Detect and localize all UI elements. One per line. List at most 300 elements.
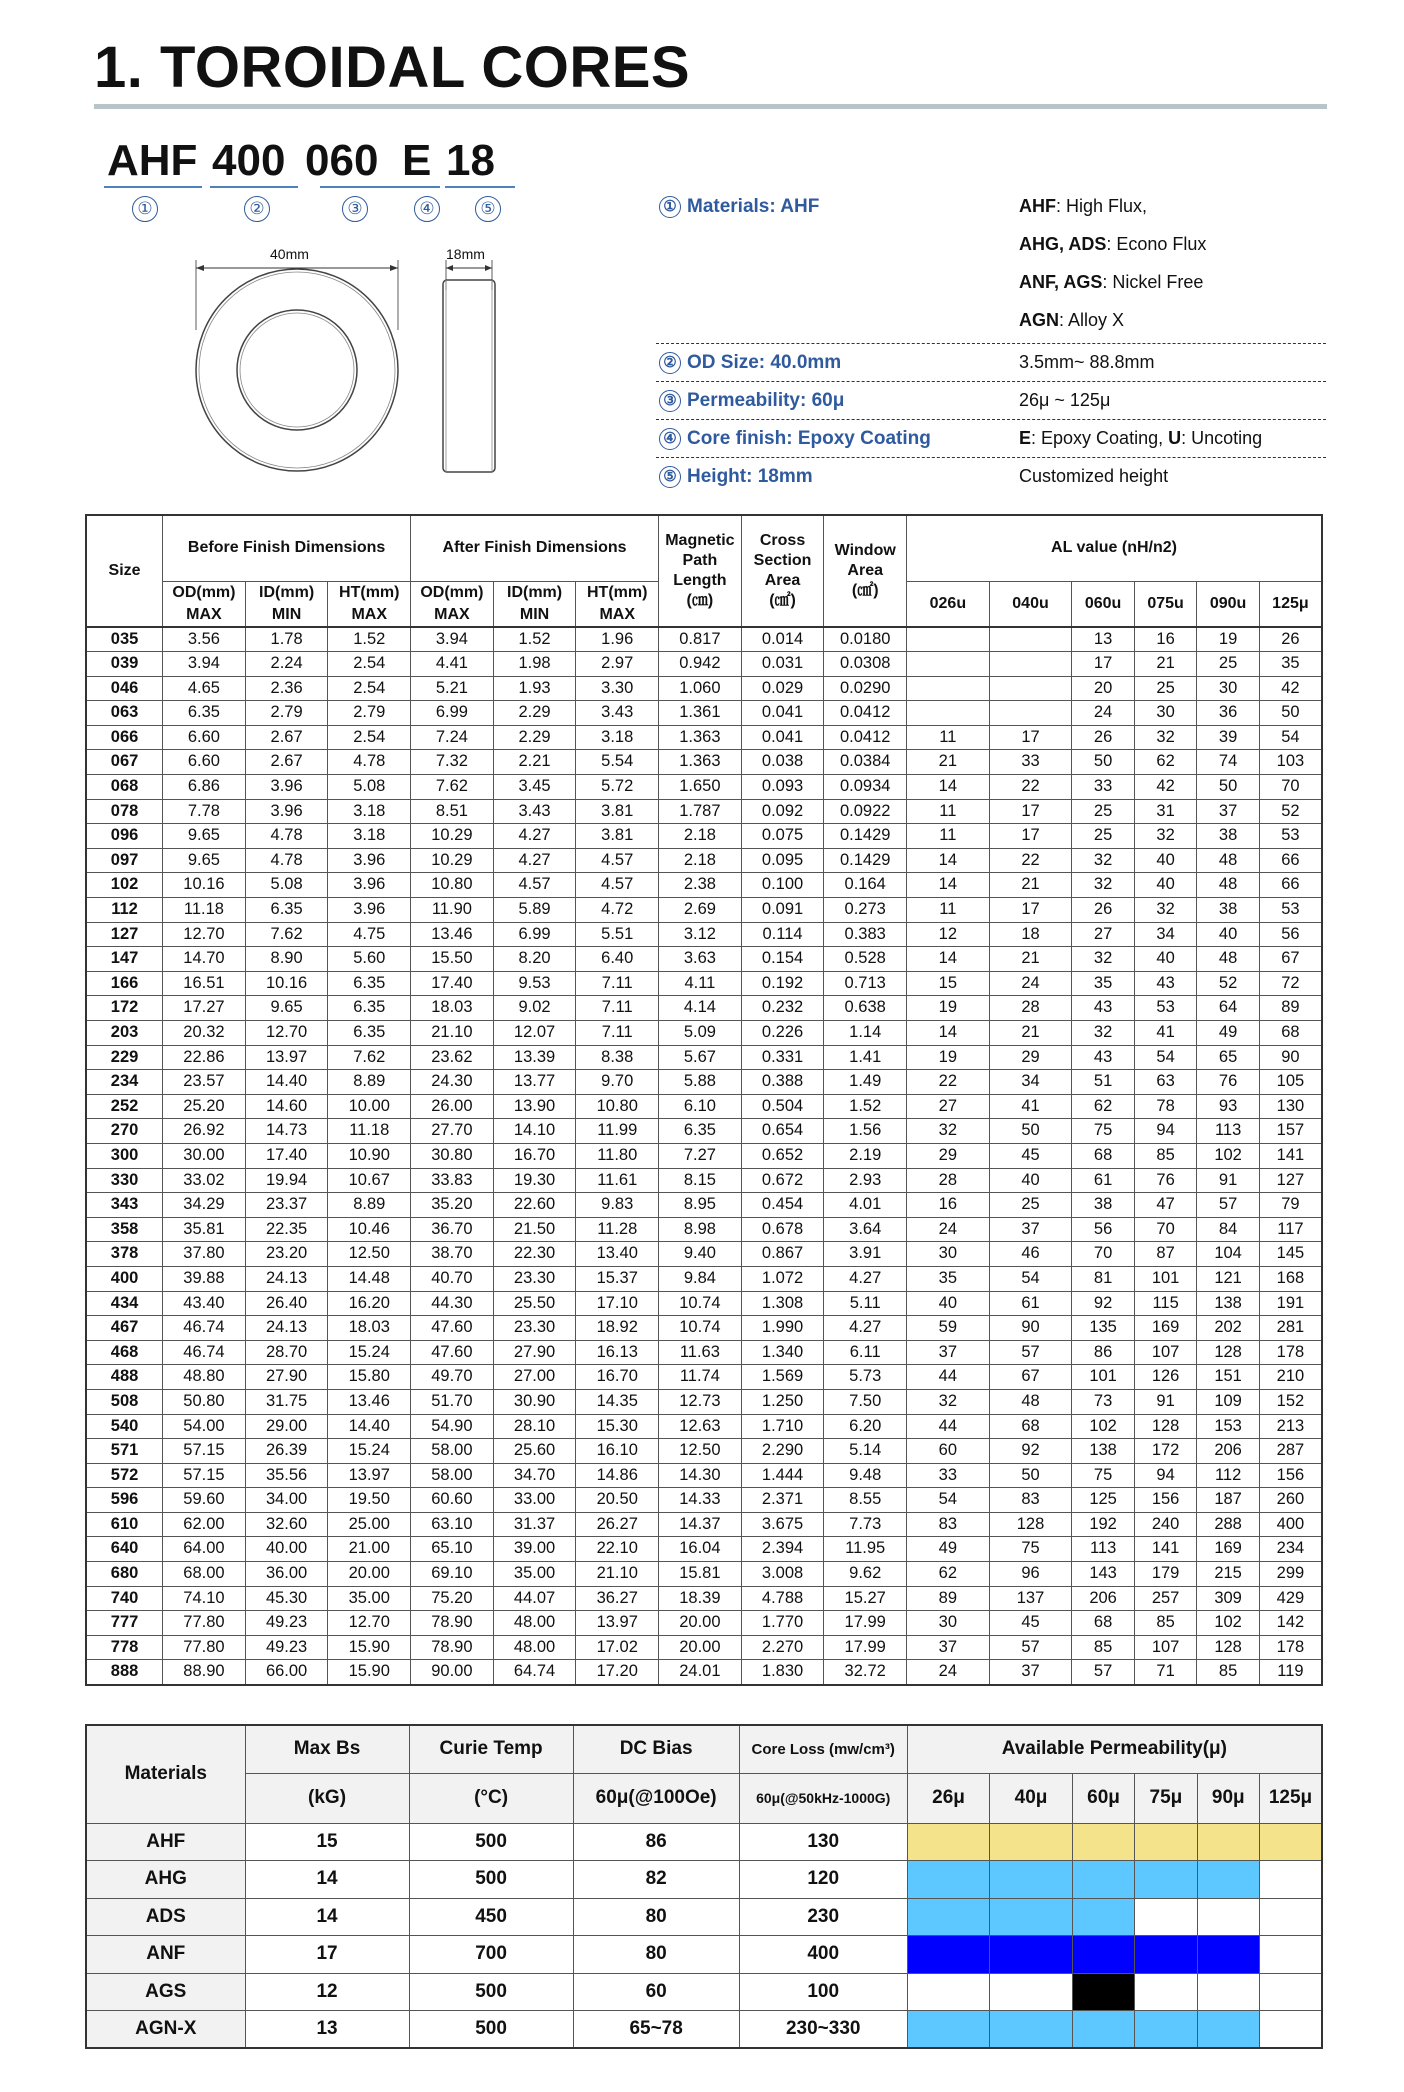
table-cell: 15.27 — [824, 1586, 907, 1611]
table-cell: 90 — [1259, 1045, 1322, 1070]
material-value: 500 — [409, 1861, 573, 1899]
permeability-availability-cell — [1259, 1861, 1322, 1899]
table-cell: 14 — [907, 947, 990, 972]
material-value: 500 — [409, 1823, 573, 1861]
material-value: 86 — [573, 1823, 739, 1861]
table-cell: 215 — [1197, 1562, 1260, 1587]
table-cell: 17.10 — [576, 1291, 659, 1316]
table-cell: 23.62 — [411, 1045, 494, 1070]
size-cell: 172 — [86, 996, 163, 1021]
table-cell: 4.41 — [411, 652, 494, 677]
table-cell: 4.78 — [328, 750, 411, 775]
table-cell: 44.30 — [411, 1291, 494, 1316]
table-cell: 127 — [1259, 1168, 1322, 1193]
table-cell: 78.90 — [411, 1611, 494, 1636]
table-cell: 1.830 — [741, 1660, 824, 1685]
permeability-availability-cell — [1072, 1973, 1134, 2011]
table-cell: 2.24 — [245, 652, 328, 677]
spec-material-ahg: AHG, ADS: Econo Flux — [1019, 234, 1207, 254]
table-cell: 26.40 — [245, 1291, 328, 1316]
table-cell: 31.37 — [493, 1512, 576, 1537]
size-cell: 112 — [86, 898, 163, 923]
size-cell: 468 — [86, 1340, 163, 1365]
table-cell: 3.81 — [576, 824, 659, 849]
table-cell: 1.363 — [659, 750, 742, 775]
table-cell: 240 — [1134, 1512, 1197, 1537]
table-cell: 16.70 — [576, 1365, 659, 1390]
size-cell: 400 — [86, 1266, 163, 1291]
spec-material-anf: ANF, AGS: Nickel Free — [1019, 272, 1204, 292]
table-cell: 68 — [989, 1414, 1072, 1439]
table-cell: 36 — [1197, 701, 1260, 726]
table-cell: 17 — [1072, 652, 1135, 677]
table-cell: 37 — [1197, 799, 1260, 824]
permeability-availability-cell — [1197, 1973, 1259, 2011]
table-cell: 25 — [1197, 652, 1260, 677]
permeability-availability-cell — [990, 1936, 1073, 1974]
unit-core-loss: 60μ(@50kHz-1000G) — [739, 1773, 907, 1823]
table-cell: 33.00 — [493, 1488, 576, 1513]
permeability-availability-cell — [990, 2011, 1073, 2049]
table-cell: 40.70 — [411, 1266, 494, 1291]
header-dim-col: HT(mm) MAX — [328, 581, 411, 627]
header-dc-bias: DC Bias — [573, 1725, 739, 1773]
table-cell: 12 — [907, 922, 990, 947]
material-value: 230 — [739, 1898, 907, 1936]
table-cell: 15.24 — [328, 1340, 411, 1365]
table-cell: 22.86 — [163, 1045, 246, 1070]
size-cell: 096 — [86, 824, 163, 849]
header-perm-col: 26μ — [907, 1773, 990, 1823]
table-cell: 9.83 — [576, 1193, 659, 1218]
table-cell: 4.788 — [741, 1586, 824, 1611]
table-cell: 17.99 — [824, 1611, 907, 1636]
table-cell: 4.27 — [493, 824, 576, 849]
table-cell — [989, 676, 1072, 701]
table-cell: 7.11 — [576, 1021, 659, 1046]
table-row — [86, 1389, 1322, 1414]
table-cell: 27.00 — [493, 1365, 576, 1390]
material-value: 700 — [409, 1936, 573, 1974]
permeability-availability-cell — [1197, 1898, 1259, 1936]
size-cell: 434 — [86, 1291, 163, 1316]
table-cell: 400 — [1259, 1512, 1322, 1537]
table-cell: 23.30 — [493, 1316, 576, 1341]
header-size: Size — [86, 515, 163, 627]
table-cell: 48.00 — [493, 1611, 576, 1636]
table-cell: 19 — [1197, 627, 1260, 652]
table-row — [86, 824, 1322, 849]
table-cell: 8.51 — [411, 799, 494, 824]
table-cell: 54.90 — [411, 1414, 494, 1439]
table-cell: 7.27 — [659, 1143, 742, 1168]
table-cell: 6.35 — [659, 1119, 742, 1144]
table-cell: 9.53 — [493, 971, 576, 996]
table-cell: 102 — [1197, 1143, 1260, 1168]
table-cell: 4.27 — [824, 1316, 907, 1341]
table-row — [86, 1266, 1322, 1291]
table-cell: 43 — [1134, 971, 1197, 996]
size-cell: 068 — [86, 775, 163, 800]
table-cell: 2.67 — [245, 750, 328, 775]
table-cell: 54 — [907, 1488, 990, 1513]
marker-2: ② — [244, 196, 270, 222]
header-perm-col: 40μ — [990, 1773, 1073, 1823]
table-cell: 4.78 — [245, 824, 328, 849]
table-row — [86, 1586, 1322, 1611]
table-cell: 0.672 — [741, 1168, 824, 1193]
table-cell: 0.1429 — [824, 824, 907, 849]
table-cell: 47 — [1134, 1193, 1197, 1218]
table-cell: 128 — [1134, 1414, 1197, 1439]
table-cell: 0.114 — [741, 922, 824, 947]
size-cell: 488 — [86, 1365, 163, 1390]
size-cell: 203 — [86, 1021, 163, 1046]
table-cell: 3.675 — [741, 1512, 824, 1537]
table-cell: 64.74 — [493, 1660, 576, 1685]
permeability-availability-cell — [1197, 1861, 1259, 1899]
table-cell: 74.10 — [163, 1586, 246, 1611]
table-cell: 429 — [1259, 1586, 1322, 1611]
table-cell: 39.00 — [493, 1537, 576, 1562]
table-cell: 22.10 — [576, 1537, 659, 1562]
material-value: 82 — [573, 1861, 739, 1899]
table-cell: 44.07 — [493, 1586, 576, 1611]
code-underline — [320, 186, 400, 188]
table-row — [86, 1045, 1322, 1070]
table-cell: 281 — [1259, 1316, 1322, 1341]
table-cell: 17.40 — [411, 971, 494, 996]
table-cell: 10.90 — [328, 1143, 411, 1168]
table-cell: 9.48 — [824, 1463, 907, 1488]
table-cell: 16.04 — [659, 1537, 742, 1562]
material-value: 230~330 — [739, 2011, 907, 2049]
table-cell: 5.73 — [824, 1365, 907, 1390]
size-cell: 166 — [86, 971, 163, 996]
table-cell: 142 — [1259, 1611, 1322, 1636]
table-cell: 2.290 — [741, 1439, 824, 1464]
table-cell: 10.00 — [328, 1094, 411, 1119]
table-cell: 5.54 — [576, 750, 659, 775]
size-cell: 035 — [86, 627, 163, 652]
table-cell: 16 — [1134, 627, 1197, 652]
table-cell: 17 — [989, 725, 1072, 750]
table-cell — [907, 701, 990, 726]
table-cell: 16.20 — [328, 1291, 411, 1316]
table-cell: 17.27 — [163, 996, 246, 1021]
table-cell: 7.24 — [411, 725, 494, 750]
spec-permeability: ③ Permeability: 60μ 26μ ~ 125μ — [656, 382, 1326, 420]
table-cell: 141 — [1259, 1143, 1322, 1168]
table-cell: 1.770 — [741, 1611, 824, 1636]
table-cell: 1.78 — [245, 627, 328, 652]
table-cell: 3.45 — [493, 775, 576, 800]
table-cell: 11.95 — [824, 1537, 907, 1562]
table-row — [86, 898, 1322, 923]
table-cell: 32.60 — [245, 1512, 328, 1537]
table-cell: 107 — [1134, 1635, 1197, 1660]
table-cell: 15.90 — [328, 1660, 411, 1685]
table-cell: 24 — [989, 971, 1072, 996]
table-cell: 35 — [1259, 652, 1322, 677]
table-cell: 2.18 — [659, 848, 742, 873]
table-cell: 76 — [1134, 1168, 1197, 1193]
table-cell: 13 — [1072, 627, 1135, 652]
size-cell: 888 — [86, 1660, 163, 1685]
table-cell: 94 — [1134, 1119, 1197, 1144]
material-row — [86, 1936, 1322, 1974]
od-dimension-label: 40mm — [270, 246, 309, 262]
table-cell: 6.10 — [659, 1094, 742, 1119]
table-cell: 90.00 — [411, 1660, 494, 1685]
table-cell: 11 — [907, 725, 990, 750]
table-cell: 169 — [1134, 1316, 1197, 1341]
material-value: 500 — [409, 2011, 573, 2049]
size-cell: 777 — [86, 1611, 163, 1636]
table-cell: 73 — [1072, 1389, 1135, 1414]
table-cell: 0.029 — [741, 676, 824, 701]
table-cell: 20.32 — [163, 1021, 246, 1046]
table-cell: 58.00 — [411, 1463, 494, 1488]
table-cell: 14 — [907, 873, 990, 898]
material-row — [86, 1898, 1322, 1936]
table-cell: 13.97 — [328, 1463, 411, 1488]
size-table-body — [86, 627, 1322, 1686]
table-cell: 83 — [907, 1512, 990, 1537]
table-cell: 30.80 — [411, 1143, 494, 1168]
size-cell: 467 — [86, 1316, 163, 1341]
size-cell: 234 — [86, 1070, 163, 1095]
table-cell: 156 — [1134, 1488, 1197, 1513]
table-cell: 0.093 — [741, 775, 824, 800]
table-cell: 206 — [1197, 1439, 1260, 1464]
table-cell: 51.70 — [411, 1389, 494, 1414]
page-title: 1. TOROIDAL CORES — [94, 35, 691, 100]
table-cell: 35.00 — [493, 1562, 576, 1587]
table-cell: 36.70 — [411, 1217, 494, 1242]
table-cell: 9.65 — [163, 848, 246, 873]
toroid-drawing — [180, 250, 520, 490]
table-cell: 50 — [989, 1463, 1072, 1488]
table-cell: 0.232 — [741, 996, 824, 1021]
table-cell: 2.69 — [659, 898, 742, 923]
table-cell: 4.11 — [659, 971, 742, 996]
table-cell: 7.62 — [328, 1045, 411, 1070]
table-cell: 94 — [1134, 1463, 1197, 1488]
table-cell: 25 — [1072, 824, 1135, 849]
size-cell: 540 — [86, 1414, 163, 1439]
table-cell: 40 — [1134, 848, 1197, 873]
table-cell: 57 — [989, 1340, 1072, 1365]
table-row — [86, 775, 1322, 800]
table-cell: 22 — [989, 848, 1072, 873]
table-cell: 0.0934 — [824, 775, 907, 800]
material-row — [86, 1823, 1322, 1861]
table-cell: 6.86 — [163, 775, 246, 800]
table-cell: 85 — [1134, 1143, 1197, 1168]
table-cell: 33.02 — [163, 1168, 246, 1193]
table-cell: 3.18 — [328, 799, 411, 824]
table-row — [86, 1070, 1322, 1095]
permeability-availability-cell — [1135, 1973, 1197, 2011]
table-cell: 50 — [1259, 701, 1322, 726]
table-cell: 59 — [907, 1316, 990, 1341]
table-cell: 32 — [907, 1389, 990, 1414]
table-cell: 3.12 — [659, 922, 742, 947]
table-row — [86, 1414, 1322, 1439]
table-cell: 12.50 — [328, 1242, 411, 1267]
table-cell: 4.57 — [576, 848, 659, 873]
header-after-finish: After Finish Dimensions — [411, 515, 659, 581]
table-cell: 29.00 — [245, 1414, 328, 1439]
table-cell: 37 — [907, 1340, 990, 1365]
table-cell: 128 — [1197, 1340, 1260, 1365]
table-cell: 29 — [907, 1143, 990, 1168]
table-cell: 1.072 — [741, 1266, 824, 1291]
table-cell: 47.60 — [411, 1340, 494, 1365]
table-cell: 27 — [1072, 922, 1135, 947]
table-cell: 0.454 — [741, 1193, 824, 1218]
header-cross-section-area: Cross Section Area (㎠) — [741, 515, 824, 627]
table-cell: 45 — [989, 1611, 1072, 1636]
table-cell: 10.29 — [411, 848, 494, 873]
table-cell: 141 — [1134, 1537, 1197, 1562]
size-table — [85, 514, 1323, 1686]
table-cell: 14.35 — [576, 1389, 659, 1414]
table-cell: 10.80 — [411, 873, 494, 898]
materials-table — [85, 1724, 1323, 2049]
table-cell: 77.80 — [163, 1635, 246, 1660]
table-cell: 8.15 — [659, 1168, 742, 1193]
table-cell: 105 — [1259, 1070, 1322, 1095]
code-finish: E — [402, 136, 432, 185]
table-cell: 45.30 — [245, 1586, 328, 1611]
table-cell: 6.35 — [163, 701, 246, 726]
table-cell: 26.92 — [163, 1119, 246, 1144]
table-cell: 5.89 — [493, 898, 576, 923]
table-cell: 32 — [907, 1119, 990, 1144]
header-magnetic-path-length: Magnetic Path Length (㎝) — [659, 515, 742, 627]
table-cell: 38 — [1197, 824, 1260, 849]
material-value: 80 — [573, 1898, 739, 1936]
table-cell: 0.273 — [824, 898, 907, 923]
table-cell: 9.02 — [493, 996, 576, 1021]
table-cell: 57.15 — [163, 1439, 246, 1464]
table-cell: 19.50 — [328, 1488, 411, 1513]
table-cell: 206 — [1072, 1586, 1135, 1611]
permeability-availability-cell — [907, 2011, 990, 2049]
table-cell: 26 — [1072, 898, 1135, 923]
table-row — [86, 676, 1322, 701]
table-cell: 93 — [1197, 1094, 1260, 1119]
table-cell: 3.81 — [576, 799, 659, 824]
table-cell: 14.30 — [659, 1463, 742, 1488]
table-row — [86, 1193, 1322, 1218]
spec-material-agn: AGN: Alloy X — [1019, 310, 1125, 330]
table-cell: 0.014 — [741, 627, 824, 652]
table-cell: 70 — [1134, 1217, 1197, 1242]
table-cell: 13.40 — [576, 1242, 659, 1267]
table-cell: 30 — [1197, 676, 1260, 701]
table-cell: 52 — [1259, 799, 1322, 824]
header-core-loss: Core Loss (mw/cm³) — [739, 1725, 907, 1773]
table-cell: 19 — [907, 996, 990, 1021]
table-cell: 2.270 — [741, 1635, 824, 1660]
table-row — [86, 652, 1322, 677]
table-cell: 81 — [1072, 1266, 1135, 1291]
table-cell: 128 — [1197, 1635, 1260, 1660]
table-row — [86, 971, 1322, 996]
table-cell: 28.10 — [493, 1414, 576, 1439]
header-al-col: 060u — [1072, 581, 1135, 627]
table-cell: 7.78 — [163, 799, 246, 824]
table-cell: 68 — [1259, 1021, 1322, 1046]
unit-curie-temp: (°C) — [409, 1773, 573, 1823]
table-row — [86, 1119, 1322, 1144]
table-row — [86, 1340, 1322, 1365]
table-cell: 12.70 — [163, 922, 246, 947]
size-cell: 740 — [86, 1586, 163, 1611]
size-cell: 610 — [86, 1512, 163, 1537]
table-cell: 40 — [1197, 922, 1260, 947]
table-cell: 4.27 — [493, 848, 576, 873]
table-cell: 13.39 — [493, 1045, 576, 1070]
table-cell: 29 — [989, 1045, 1072, 1070]
header-perm-col: 90μ — [1197, 1773, 1259, 1823]
table-cell: 14.40 — [328, 1414, 411, 1439]
table-cell: 77.80 — [163, 1611, 246, 1636]
table-cell: 15 — [907, 971, 990, 996]
table-cell: 8.55 — [824, 1488, 907, 1513]
table-cell: 28 — [907, 1168, 990, 1193]
table-cell: 18 — [989, 922, 1072, 947]
table-cell: 21.10 — [576, 1562, 659, 1587]
table-cell: 1.444 — [741, 1463, 824, 1488]
table-cell: 0.095 — [741, 848, 824, 873]
table-cell: 0.638 — [824, 996, 907, 1021]
table-cell: 126 — [1134, 1365, 1197, 1390]
size-cell: 596 — [86, 1488, 163, 1513]
header-curie-temp: Curie Temp — [409, 1725, 573, 1773]
table-cell: 21 — [1134, 652, 1197, 677]
table-cell: 19 — [907, 1045, 990, 1070]
table-cell: 1.52 — [824, 1094, 907, 1119]
header-dim-col: HT(mm) MAX — [576, 581, 659, 627]
table-cell: 26.39 — [245, 1439, 328, 1464]
table-cell: 36.00 — [245, 1562, 328, 1587]
table-cell: 17.02 — [576, 1635, 659, 1660]
permeability-availability-cell — [907, 1973, 990, 2011]
table-cell: 47.60 — [411, 1316, 494, 1341]
material-value: 13 — [245, 2011, 409, 2049]
table-cell: 3.96 — [328, 873, 411, 898]
table-row — [86, 1488, 1322, 1513]
header-al-col: 040u — [989, 581, 1072, 627]
permeability-availability-cell — [1072, 1861, 1134, 1899]
table-cell: 178 — [1259, 1635, 1322, 1660]
permeability-availability-cell — [1072, 1936, 1134, 1974]
table-cell: 20.00 — [659, 1635, 742, 1660]
table-cell: 0.0412 — [824, 725, 907, 750]
table-cell: 113 — [1197, 1119, 1260, 1144]
table-cell: 53 — [1259, 824, 1322, 849]
table-cell: 6.99 — [411, 701, 494, 726]
marker-5: ⑤ — [475, 196, 501, 222]
table-cell: 4.72 — [576, 898, 659, 923]
table-cell: 56 — [1259, 922, 1322, 947]
size-cell: 063 — [86, 701, 163, 726]
size-cell: 330 — [86, 1168, 163, 1193]
